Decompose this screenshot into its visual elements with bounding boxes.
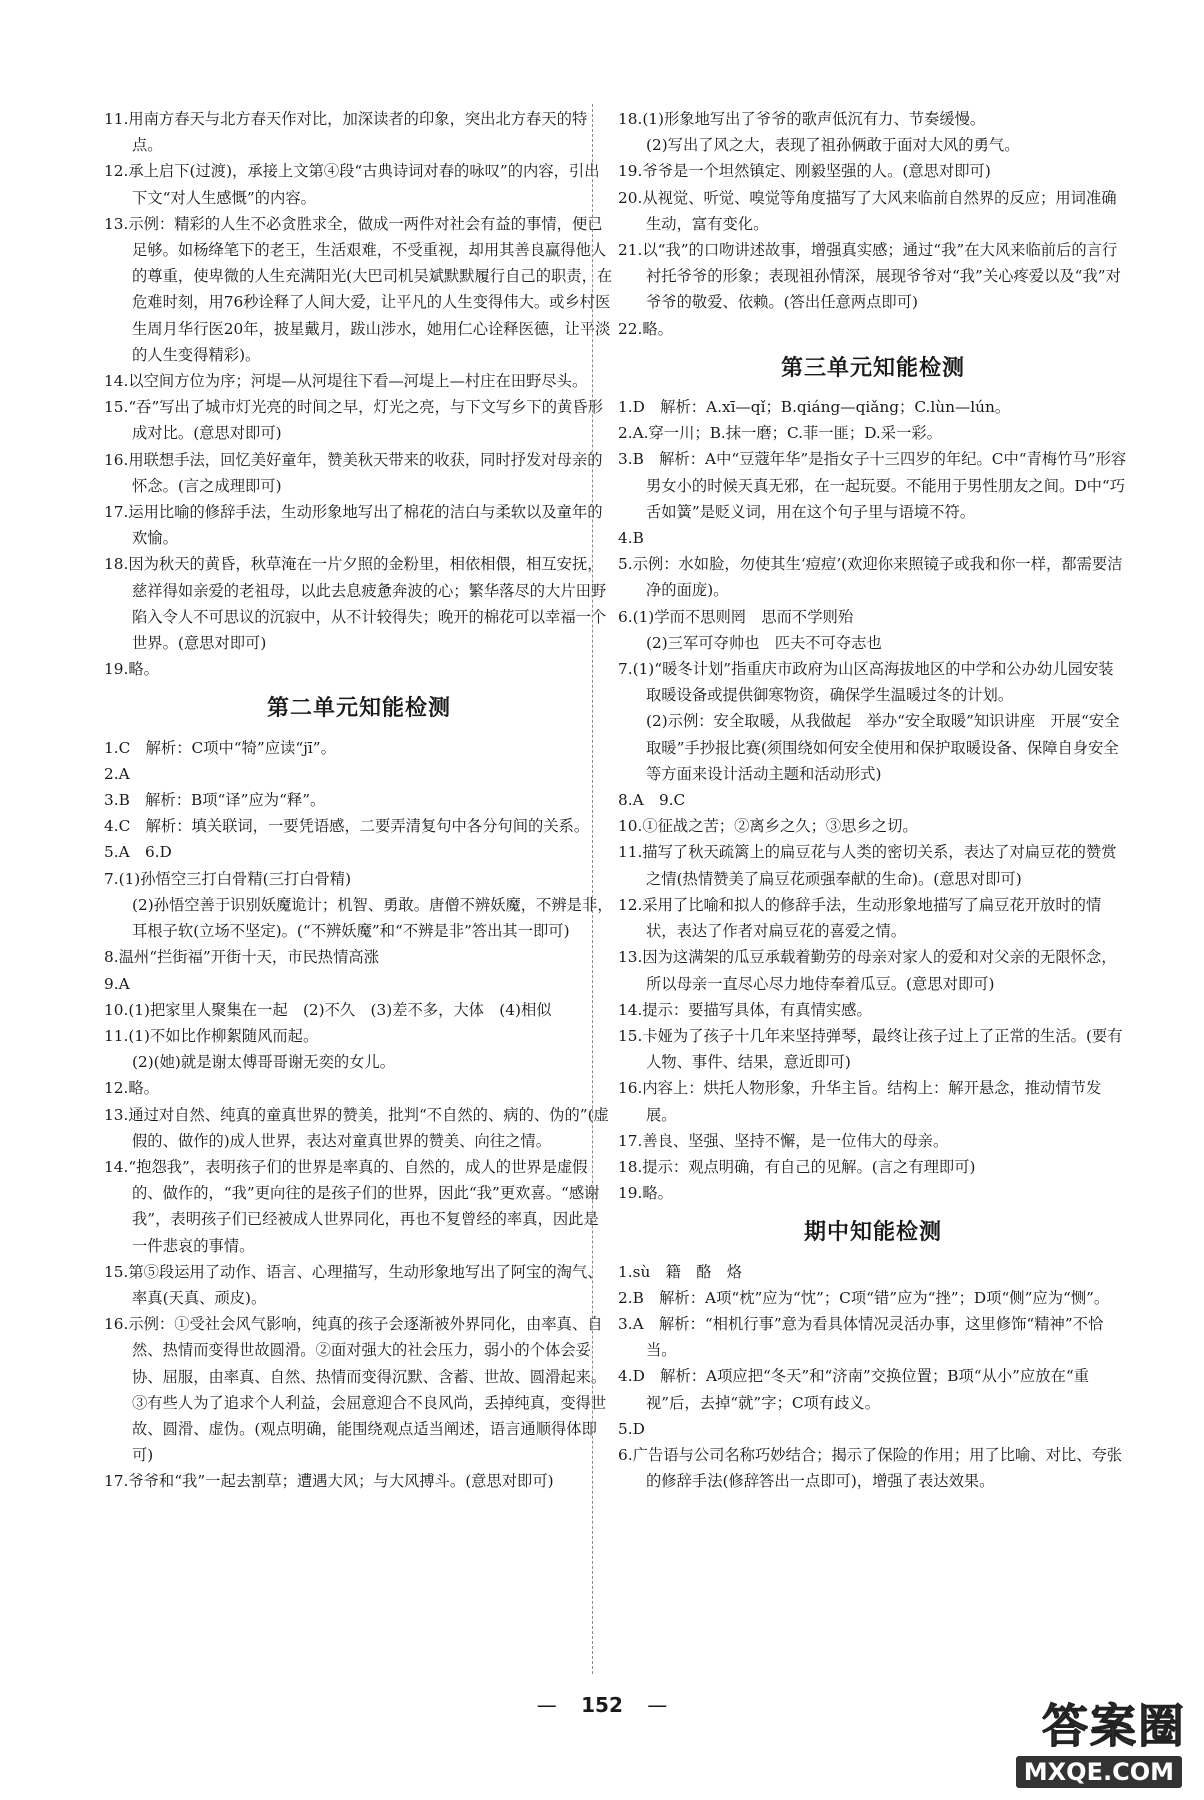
answer-item: 17.善良、坚强、坚持不懈，是一位伟大的母亲。 [618, 1131, 949, 1150]
answer-item: 12.略。 [104, 1079, 159, 1098]
answer-item: 18.提示：观点明确，有自己的见解。(言之有理即可) [618, 1157, 976, 1176]
answer-item: 22.略。 [618, 319, 673, 338]
answer-item: 2.B 解析：A项“枕”应为“忱”；C项“错”应为“挫”；D项“侧”应为“恻”。 [618, 1288, 1110, 1307]
answer-item: 2.A.穿一川；B.抹一磨；C.菲一匪；D.采一彩。 [618, 424, 942, 443]
answer-item: 9.A [104, 974, 130, 993]
answer-item: 21.以“我”的口吻讲述故事，增强真实感；通过“我”在大风来临前后的言行衬托爷爷的形象；表现祖孙情深，展现爷爷对“我”关心疼爱以及“我”对爷爷的敬爱、依赖。(答出任意两点即可) [618, 241, 1121, 312]
answer-subitem: (2)三军可夺帅也 匹夫不可夺志也 [646, 633, 882, 652]
answer-item: 1.D 解析：A.xī—qǐ；B.qiáng—qiǎng；C.lùn—lún。 [618, 398, 1011, 417]
answer-item: 18.(1)形象地写出了爷爷的歌声低沉有力、节奏缓慢。 [618, 110, 986, 128]
answer-item: 4.C 解析：填关联词，一要凭语感，二要弄清复句中各分句间的关系。 [104, 817, 590, 836]
answer-item: 14.以空间方位为序；河堤—从河堤往下看—河堤上—村庄在田野尽头。 [104, 372, 588, 391]
answer-item: 17.运用比喻的修辞手法，生动形象地写出了棉花的洁白与柔软以及童年的欢愉。 [104, 503, 603, 548]
answer-item: 19.略。 [104, 660, 159, 679]
answer-item: 7.(1)孙悟空三打白骨精(三打白骨精) [104, 869, 352, 888]
section-title: 第三单元知能检测 [780, 355, 965, 381]
page-number-value: 152 [581, 1693, 623, 1717]
answer-item: 16.示例：①受社会风气影响，纯真的孩子会逐渐被外界同化，由率真、自然、热情而变得世故圆滑。②面对强大的社会压力，弱小的个体会妥协、屈服，由率真、自然、热情而变得沉默、含蓄、世故、圆滑起来。③有些人为了追求个人利益，会屈意迎合不良风尚，丢掉纯真，变得世故、圆滑、虚伪。(观点明确，能围绕观点适当阐述，语言通顺得体即可) [104, 1315, 607, 1465]
watermark-logo [1006, 1690, 1186, 1790]
answer-item: 7.(1)“暖冬计划”指重庆市政府为山区高海拔地区的中学和公办幼儿园安装取暖设备或提供御寒物资，确保学生温暖过冬的计划。 [618, 660, 1114, 705]
answer-item: 3.B 解析：A中“豆蔻年华”是指女子十三四岁的年纪。C中“青梅竹马”形容男女小的时候天真无邪，在一起玩耍。不能用于男性朋友之间。D中“巧舌如簧”是贬义词，用在这个句子里与语境不符。 [618, 450, 1127, 521]
answer-item: 13.因为这满架的瓜豆承载着勤劳的母亲对家人的爱和对父亲的无限怀念，所以母亲一直尽心尽力地侍奉着瓜豆。(意思对即可) [618, 948, 1117, 993]
section-title: 第二单元知能检测 [266, 696, 451, 722]
column-divider [592, 104, 593, 1674]
answer-item: 13.通过对自然、纯真的童真世界的赞美，批判“不自然的、病的、伪的”(虚假的、做作的)成人世界，表达对童真世界的赞美、向往之情。 [104, 1105, 609, 1150]
answer-item: 18.因为秋天的黄昏，秋草淹在一片夕照的金粉里，相依相偎，相互安抚，慈祥得如亲爱的老祖母，以此去息疲惫奔波的心；繁华落尽的大片田野陷入令人不可思议的沉寂中，从不计较得失；晚开的棉花可以幸福一个世界。(意思对即可) [104, 555, 607, 653]
answer-item: 19.略。 [618, 1184, 673, 1203]
answer-item: 6.广告语与公司名称巧妙结合；揭示了保险的作用；用了比喻、对比、夸张的修辞手法(修辞答出一点即可)，增强了表达效果。 [618, 1445, 1123, 1491]
page-number-dash-right: — [647, 1693, 668, 1717]
answer-subitem: (2)(她)就是谢太傅哥哥谢无奕的女儿。 [132, 1053, 396, 1072]
answer-subitem: (2)孙悟空善于识别妖魔诡计；机智、勇敢。唐僧不辨妖魔，不辨是非，耳根子软(立场不坚定)。(“不辨妖魔”和“不辨是非”答出其一即可) [132, 895, 613, 941]
answer-item: 12.采用了比喻和拟人的修辞手法，生动形象地描写了扁豆花开放时的情状，表达了作者对扁豆花的喜爱之情。 [618, 895, 1102, 941]
answer-item: 19.爷爷是一个坦然镇定、刚毅坚强的人。(意思对即可) [618, 162, 991, 181]
answer-item: 16.内容上：烘托人物形象，升华主旨。结构上：解开悬念，推动情节发展。 [618, 1079, 1102, 1124]
answer-item: 15.“吞”写出了城市灯光亮的时间之早，灯光之亮，与下文写乡下的黄昏形成对比。(意思对即可) [104, 398, 603, 443]
answer-item: 5.A 6.D [104, 843, 172, 862]
answer-item: 10.①征战之苦；②离乡之久；③思乡之切。 [618, 817, 918, 836]
answer-item: 2.A [104, 764, 130, 783]
section-title: 期中知能检测 [803, 1220, 942, 1246]
left-column [104, 106, 614, 1495]
answer-item: 15.第⑤段运用了动作、语言、心理描写，生动形象地写出了阿宝的淘气、率真(天真、顽皮)。 [104, 1262, 603, 1307]
answer-item: 1.sù 籍 酪 烙 [618, 1262, 743, 1281]
answer-subitem: (2)示例：安全取暖，从我做起 举办“安全取暖”知识讲座 开展“安全取暖”手抄报比赛(须围绕如何安全使用和保护取暖设备、保障自身安全等方面来设计活动主题和活动形式) [646, 712, 1120, 783]
answer-item: 3.A 解析：“相机行事”意为看具体情况灵活办事，这里修饰“精神”不恰当。 [618, 1314, 1104, 1360]
right-column [618, 106, 1128, 1494]
answer-item: 13.示例：精彩的人生不必贪胜求全，做成一两件对社会有益的事情，便已足够。如杨绛笔下的老王，生活艰难，不受重视，却用其善良赢得他人的尊重，使卑微的人生充满阳光(大巴司机吴斌默默履行自己的职责，在危难时刻，用76秒诠释了人间大爱，让平凡的人生变得伟大。或乡村医生周月华行医20年，披星戴月，跋山涉水，她用仁心诠释医德，让平淡的人生变得精彩)。 [104, 214, 613, 364]
watermark-url: MXQE.COM [1016, 1756, 1182, 1788]
watermark-text: 答案圈 [1042, 1699, 1186, 1753]
answer-item: 15.卡娅为了孩子十几年来坚持弹琴，最终让孩子过上了正常的生活。(要有人物、事件、结果，意近即可) [618, 1026, 1123, 1072]
answer-item: 16.用联想手法，回忆美好童年，赞美秋天带来的收获，同时抒发对母亲的怀念。(言之成理即可) [104, 450, 603, 495]
answer-item: 10.(1)把家里人聚集在一起 (2)不久 (3)差不多，大体 (4)相似 [104, 1000, 552, 1019]
answer-item: 1.C 解析：C项中“犄”应读“jī”。 [104, 738, 336, 757]
answer-item: 6.(1)学而不思则罔 思而不学则殆 [618, 607, 854, 626]
answer-item: 8.A 9.C [618, 791, 686, 810]
answer-item: 5.示例：水如脸，勿使其生‘痘痘’(欢迎你来照镜子或我和你一样，都需要洁净的面庞)。 [618, 555, 1123, 600]
answer-item: 11.描写了秋天疏篱上的扁豆花与人类的密切关系，表达了对扁豆花的赞赏之情(热情赞美了扁豆花顽强奉献的生命)。(意思对即可) [618, 843, 1117, 888]
answer-item: 11.用南方春天与北方春天作对比，加深读者的印象，突出北方春天的特点。 [104, 110, 588, 155]
answer-item: 14.“抱怨我”，表明孩子们的世界是率真的、自然的，成人的世界是虚假的、做作的，“我”更向往的是孩子们的世界，因此“我”更欢喜。“感谢我”，表明孩子们已经被成人世界同化，再也不复曾经的率真，因此是一件悲哀的事情。 [104, 1157, 600, 1255]
answer-subitem: (2)写出了风之大，表现了祖孙俩敢于面对大风的勇气。 [646, 136, 1020, 155]
answer-item: 4.B [618, 529, 644, 548]
answer-item: 20.从视觉、听觉、嗅觉等角度描写了大风来临前自然界的反应；用词准确生动，富有变化。 [618, 188, 1117, 233]
answer-item: 5.D [618, 1419, 645, 1438]
answer-item: 12.承上启下(过渡)，承接上文第④段“古典诗词对春的咏叹”的内容，引出下文“对人生感慨”的内容。 [104, 162, 600, 207]
answer-item: 11.(1)不如比作柳絮随风而起。 [104, 1026, 319, 1045]
answer-item: 17.爷爷和“我”一起去割草；遭遇大风；与大风搏斗。(意思对即可) [104, 1472, 554, 1491]
answer-item: 8.温州“拦街福”开街十天，市民热情高涨 [104, 948, 379, 967]
answer-item: 3.B 解析：B项“译”应为“释”。 [104, 791, 326, 810]
page-number-dash-left: — [536, 1693, 557, 1717]
answer-item: 4.D 解析：A项应把“冬天”和“济南”交换位置；B项“从小”应放在“重视”后，去掉“就”字；C项有歧义。 [618, 1367, 1090, 1412]
answer-item: 14.提示：要描写具体，有真情实感。 [618, 1000, 872, 1019]
